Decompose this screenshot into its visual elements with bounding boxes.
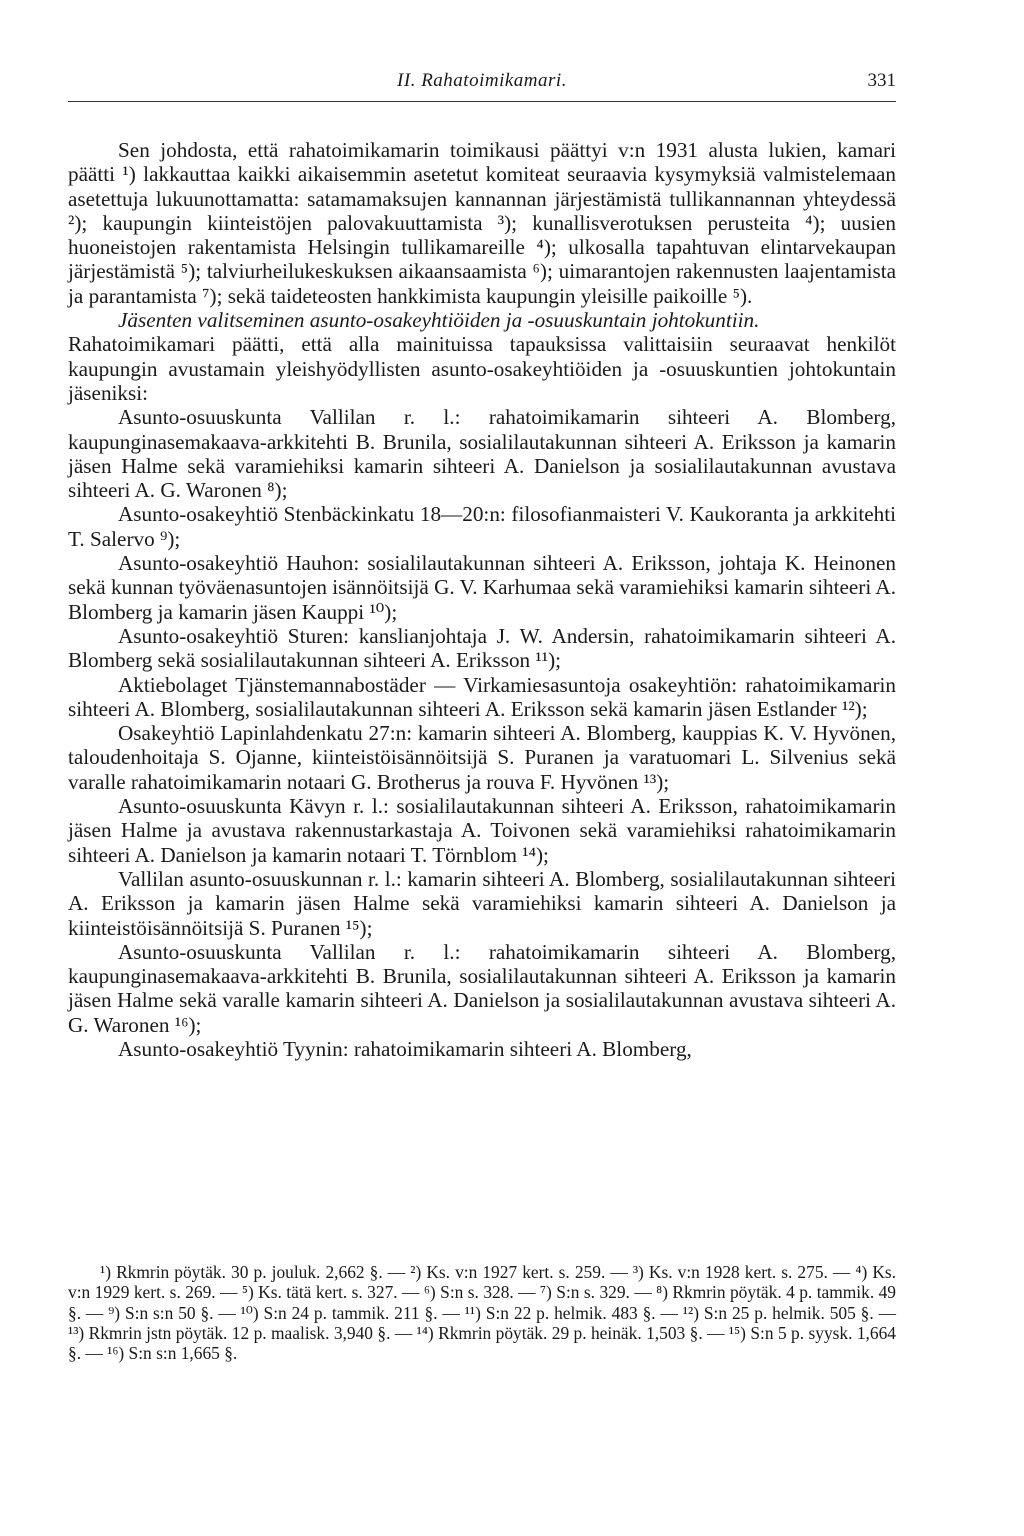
page-number: 331 xyxy=(867,70,896,91)
header-rule xyxy=(68,101,896,102)
paragraph-entry: Asunto-osakeyhtiö Tyynin: rahatoimikamarin sihteeri A. Blomberg, xyxy=(118,1036,692,1061)
paragraph-entry: Asunto-osuuskunta Kävyn r. l.: sosialilautakunnan sihteeri A. Eriksson, rahatoimikamarin jäsen Halme ja avustava rakennustarkastaja A. Toivonen sekä varamiehiksi rahatoimikamarin sihteeri A. Danielson ja kamarin notaari T. Törnblom ¹⁴); xyxy=(68,794,896,867)
paragraph-entry: Osakeyhtiö Lapinlahdenkatu 27:n: kamarin sihteeri A. Blomberg, kauppias K. V. Hyvönen, taloudenhoitaja S. Ojanne, kiinteistöisännöitsijä S. Puranen ja varatuomari L. Silvenius sekä varalle rahatoimikamarin notaari G. Brotherus ja rouva F. Hyvönen ¹³); xyxy=(68,721,896,794)
body-text xyxy=(68,138,896,1061)
paragraph-entry: Asunto-osakeyhtiö Sturen: kanslianjohtaja J. W. Andersin, rahatoimikamarin sihteeri A. Blomberg sekä sosialilautakunnan sihteeri A. Eriksson ¹¹); xyxy=(68,623,896,673)
running-title: II. Rahatoimikamari. xyxy=(397,70,567,91)
paragraph-decision: Rahatoimikamari päätti, että alla mainituissa tapauksissa valittaisiin seuraavat henkilöt kaupungin avustamain yleishyödyllisten asunto-osakeyhtiöiden ja -osuuskuntien johtokuntain jäseniksi: xyxy=(68,332,896,405)
paragraph-entry: Vallilan asunto-osuuskunnan r. l.: kamarin sihteeri A. Blomberg, sosialilautakunnan sihteeri A. Eriksson ja kamarin jäsen Halme sekä varamiehiksi kamarin sihteeri A. Danielson ja kiinteistöisännöitsijä S. Puranen ¹⁵); xyxy=(68,866,896,940)
footnote-text: ¹) Rkmrin pöytäk. 30 p. jouluk. 2,662 §. — ²) Ks. v:n 1927 kert. s. 259. — ³) Ks. v:n 1928 kert. s. 275. — ⁴) Ks. v:n 1929 kert. s. 269. — ⁵) Ks. tätä kert. s. 327. — ⁶) S:n s. 328. — ⁷) S:n s. 329. — ⁸) Rkmrin pöytäk. 4 p. tammik. 49 §. — ⁹) S:n s:n 50 §. — ¹⁰) S:n 24 p. tammik. 211 §. — ¹¹) S:n 22 p. helmik. 483 §. — ¹²) S:n 25 p. helmik. 505 §. — ¹³) Rkmrin jstn pöytäk. 12 p. maalisk. 3,940 §. — ¹⁴) Rkmrin pöytäk. 29 p. heinäk. 1,503 §. — ¹⁵) S:n 5 p. syysk. 1,664 §. — ¹⁶) S:n s:n 1,665 §. xyxy=(68,1262,896,1364)
paragraph-entry: Asunto-osuuskunta Vallilan r. l.: rahatoimikamarin sihteeri A. Blomberg, kaupunginasemakaava-arkkitehti B. Brunila, sosialilautakunnan sihteeri A. Eriksson ja kamarin jäsen Halme sekä varamiehiksi kamarin sihteeri A. Danielson ja sosialilautakunnan avustava sihteeri A. G. Waronen ⁸); xyxy=(68,405,896,503)
paragraph-entry: Asunto-osakeyhtiö Hauhon: sosialilautakunnan sihteeri A. Eriksson, johtaja K. Heinonen sekä kunnan työväenasuntojen isännöitsijä G. V. Karhumaa sekä varamiehiksi kamarin sihteeri A. Blomberg ja kamarin jäsen Kauppi ¹⁰); xyxy=(68,551,896,624)
section-title-text: Jäsenten valitseminen asunto-osakeyhtiöiden ja -osuuskuntain johtokuntiin. xyxy=(118,308,760,333)
footnotes xyxy=(68,1262,896,1363)
running-header xyxy=(68,70,896,100)
paragraph-intro: Sen johdosta, että rahatoimikamarin toimikausi päättyi v:n 1931 alusta lukien, kamari päätti ¹) lakkauttaa kaikki aikaisemmin asetetut komiteat seuraavia kysymyksiä valmistelemaan asetettuja lukuunottamatta: satamamaksujen kannannan järjestämistä tullikannannan yhteydessä ²); kaupungin kiinteistöjen palovakuuttamista ³); kunallisverotuksen perusteita ⁴); uusien huoneistojen rakentamista Helsingin tullikamareille ⁴); ulkosalla tapahtuvan elintarvekaupan järjestämistä ⁵); talviurheilukeskuksen aikaansaamista ⁶); uimarantojen rakennusten laajentamista ja parantamista ⁷); sekä taideteosten hankkimista kaupungin yleisille paikoille ⁵). xyxy=(68,138,896,308)
paragraph-entry: Asunto-osakeyhtiö Stenbäckinkatu 18—20:n: filosofianmaisteri V. Kaukoranta ja arkkitehti T. Salervo ⁹); xyxy=(68,502,896,551)
paragraph-entry: Asunto-osuuskunta Vallilan r. l.: rahatoimikamarin sihteeri A. Blomberg, kaupunginasemakaava-arkkitehti B. Brunila, sosialilautakunnan sihteeri A. Eriksson ja kamarin jäsen Halme sekä varalle kamarin sihteeri A. Danielson ja sosialilautakunnan avustava sihteeri A. G. Waronen ¹⁶); xyxy=(68,939,896,1037)
paragraph-entry: Aktiebolaget Tjänstemannabostäder — Virkamiesasuntoja osakeyhtiön: rahatoimikamarin sihteeri A. Blomberg, sosialilautakunnan sihteeri A. Eriksson sekä kamarin jäsen Estlander ¹²); xyxy=(68,672,896,721)
section-title xyxy=(68,308,896,405)
